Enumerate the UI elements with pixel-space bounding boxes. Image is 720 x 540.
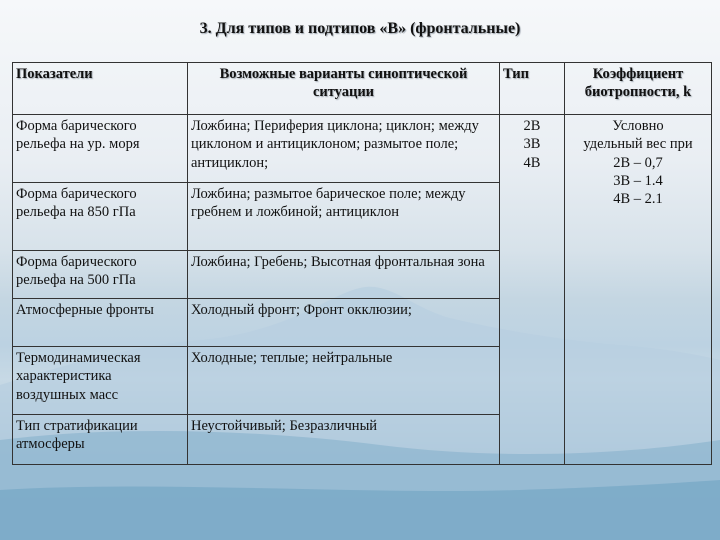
coefficient-line: 3В – 1.4	[613, 172, 663, 189]
type-value: 4В	[523, 154, 541, 171]
indicator-cell: Форма барического рельефа на ур. моря	[13, 115, 188, 183]
header-type: Тип	[500, 63, 565, 115]
coefficient-line: 4В – 2.1	[613, 191, 663, 208]
indicator-cell: Атмосферные фронты	[13, 299, 188, 347]
header-biotropic-coefficient: Коэффициент биотропности, k	[565, 63, 712, 115]
table-header-row	[13, 63, 712, 115]
variants-cell: Ложбина; Гребень; Высотная фронтальная зона	[188, 251, 500, 299]
type-cell	[500, 115, 565, 465]
biotropic-classification-table	[12, 62, 712, 465]
indicator-cell: Тип стратификации атмосферы	[13, 415, 188, 465]
indicator-cell: Форма барического рельефа на 500 гПа	[13, 251, 188, 299]
header-indicators: Показатели	[13, 63, 188, 115]
variants-cell: Ложбина; размытое барическое поле; между гребнем и ложбиной; антициклон	[188, 183, 500, 251]
coefficient-line: Условно	[612, 118, 664, 134]
indicator-cell: Термодинамическая характеристика воздушных масс	[13, 347, 188, 415]
indicator-cell: Форма барического рельефа на 850 гПа	[13, 183, 188, 251]
variants-cell: Ложбина; Периферия циклона; циклон; между циклоном и антициклоном; размытое поле; антициклон;	[188, 115, 500, 183]
type-value: 2В	[523, 118, 541, 134]
table-row	[13, 115, 712, 183]
variants-cell: Холодные; теплые; нейтральные	[188, 347, 500, 415]
variants-cell: Холодный фронт; Фронт окклюзии;	[188, 299, 500, 347]
coefficient-cell	[565, 115, 712, 465]
header-synoptic-variants: Возможные варианты синоптической ситуации	[188, 63, 500, 115]
variants-cell: Неустойчивый; Безразличный	[188, 415, 500, 465]
coefficient-line: удельный вес при	[583, 136, 693, 153]
slide-title: 3. Для типов и подтипов «В» (фронтальные)	[199, 20, 521, 37]
type-value: 3В	[523, 136, 541, 153]
coefficient-line: 2В – 0,7	[613, 154, 663, 171]
